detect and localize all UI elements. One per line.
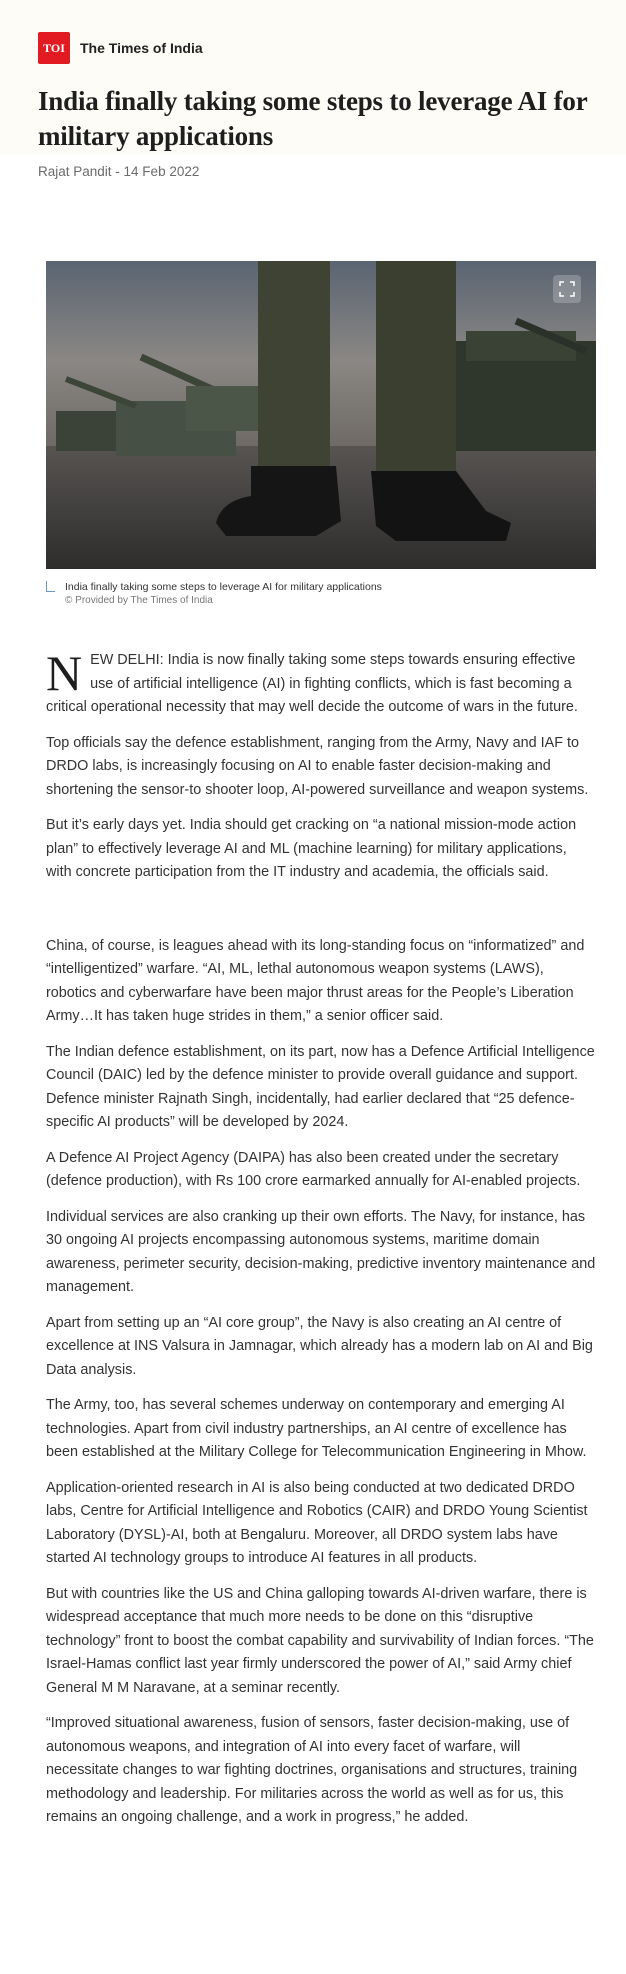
drop-cap: N (46, 645, 83, 701)
expand-image-button[interactable] (553, 275, 581, 303)
article-paragraph: Application-oriented research in AI is also being conducted at two dedicated DRDO labs, Centre for Artificial Intelligence and Robotics (CAIR) and DRDO Young Scientist Laboratory (DYSL)-AI, both at Bengaluru. Moreover, all DRDO system labs have started AI technology groups to introduce AI features in all products. (46, 1479, 588, 1566)
article-paragraph: Apart from setting up an “AI core group”, the Navy is also creating an AI centre of excellence at INS Valsura in Jamnagar, which already has a modern lab on AI and Big Data analysis. (46, 1314, 593, 1378)
caption-text: India finally taking some steps to leverage AI for military applications (65, 581, 382, 593)
article-photo[interactable] (46, 261, 596, 569)
article-paragraph-lead (46, 645, 596, 720)
article-headline: India finally taking some steps to leverage AI for military applications (38, 86, 587, 151)
article-paragraph: But it’s early days yet. India should get cracking on “a national mission-mode action plan” to effectively leverage AI and ML (machine learning) for military applications, with concrete participation from the IT industry and academia, the officials said. (46, 817, 577, 880)
lead-text: EW DELHI: India is now finally taking some steps towards ensuring effective use of artificial intelligence (AI) in fighting conflicts, which is fast becoming a critical operational necessity that may well decide the outcome of wars in the future. (46, 652, 578, 715)
article-byline: Rajat Pandit - 14 Feb 2022 (38, 164, 200, 179)
article-paragraph: “Improved situational awareness, fusion of sensors, faster decision-making, use of autonomous weapons, and integration of AI into every facet of warfare, will necessitate changes to war fighting doctrines, organisations and structures, training methodology and leadership. For militaries across the world as well as for us, this remains an ongoing challenge, and a work in progress,” he added. (46, 1715, 578, 1825)
caption-credit: © Provided by The Times of India (65, 595, 213, 606)
ad-spacer (46, 897, 596, 935)
article-header (0, 0, 626, 179)
publisher-name[interactable]: The Times of India (80, 40, 203, 56)
article-paragraph: But with countries like the US and China galloping towards AI-driven warfare, there is widespread acceptance that much more needs to be done on this “disruptive technology” front to boost the combat capability and survivability of Indian forces. “The Israel-Hamas conflict last year firmly underscored the power of AI,” said Army chief General M M Naravane, at a seminar recently. (46, 1585, 594, 1696)
article-figure (46, 261, 596, 607)
article-paragraph: Top officials say the defence establishment, ranging from the Army, Navy and IAF to DRDO labs, is increasingly focusing on AI to enable faster decision-making and shortening the sensor-to shooter loop, AI-powered surveillance and weapon systems. (46, 734, 589, 798)
publisher-brand[interactable] (38, 32, 588, 64)
caption-marker-icon (46, 581, 55, 592)
image-caption (46, 580, 596, 607)
expand-icon (559, 281, 575, 297)
article-paragraph: The Army, too, has several schemes underway on contemporary and emerging AI technologies. Apart from civil industry partnerships, an AI centre of excellence has been established at the Military College for Telecommunication Engineering in Mhow. (46, 1397, 587, 1460)
publisher-logo[interactable]: TOI (38, 32, 70, 64)
article-paragraph: A Defence AI Project Agency (DAIPA) has also been created under the secretary (defence production), with Rs 100 crore earmarked annually for AI-enabled projects. (46, 1149, 581, 1189)
article-paragraph: China, of course, is leagues ahead with its long-standing focus on “informatized” and “intelligentized” warfare. “AI, ML, lethal autonomous weapon systems (LAWS), robotics and cyberwarfare have been major thrust areas for the People’s Liberation Army…It has taken huge strides in them,” a senior officer said. (46, 937, 585, 1024)
photo-illustration (46, 261, 596, 569)
article-paragraph: Individual services are also cranking up their own efforts. The Navy, for instance, has 30 ongoing AI projects encompassing autonomous systems, maritime domain awareness, perimeter security, decision-making, predictive inventory maintenance and management. (46, 1208, 596, 1295)
article-paragraph: The Indian defence establishment, on its part, now has a Defence Artificial Intelligence Council (DAIC) led by the defence minister to provide overall guidance and support. Defence minister Rajnath Singh, incidentally, had earlier declared that “25 defence-specific AI products” will be developed by 2024. (46, 1043, 595, 1130)
article-body (46, 645, 596, 1830)
